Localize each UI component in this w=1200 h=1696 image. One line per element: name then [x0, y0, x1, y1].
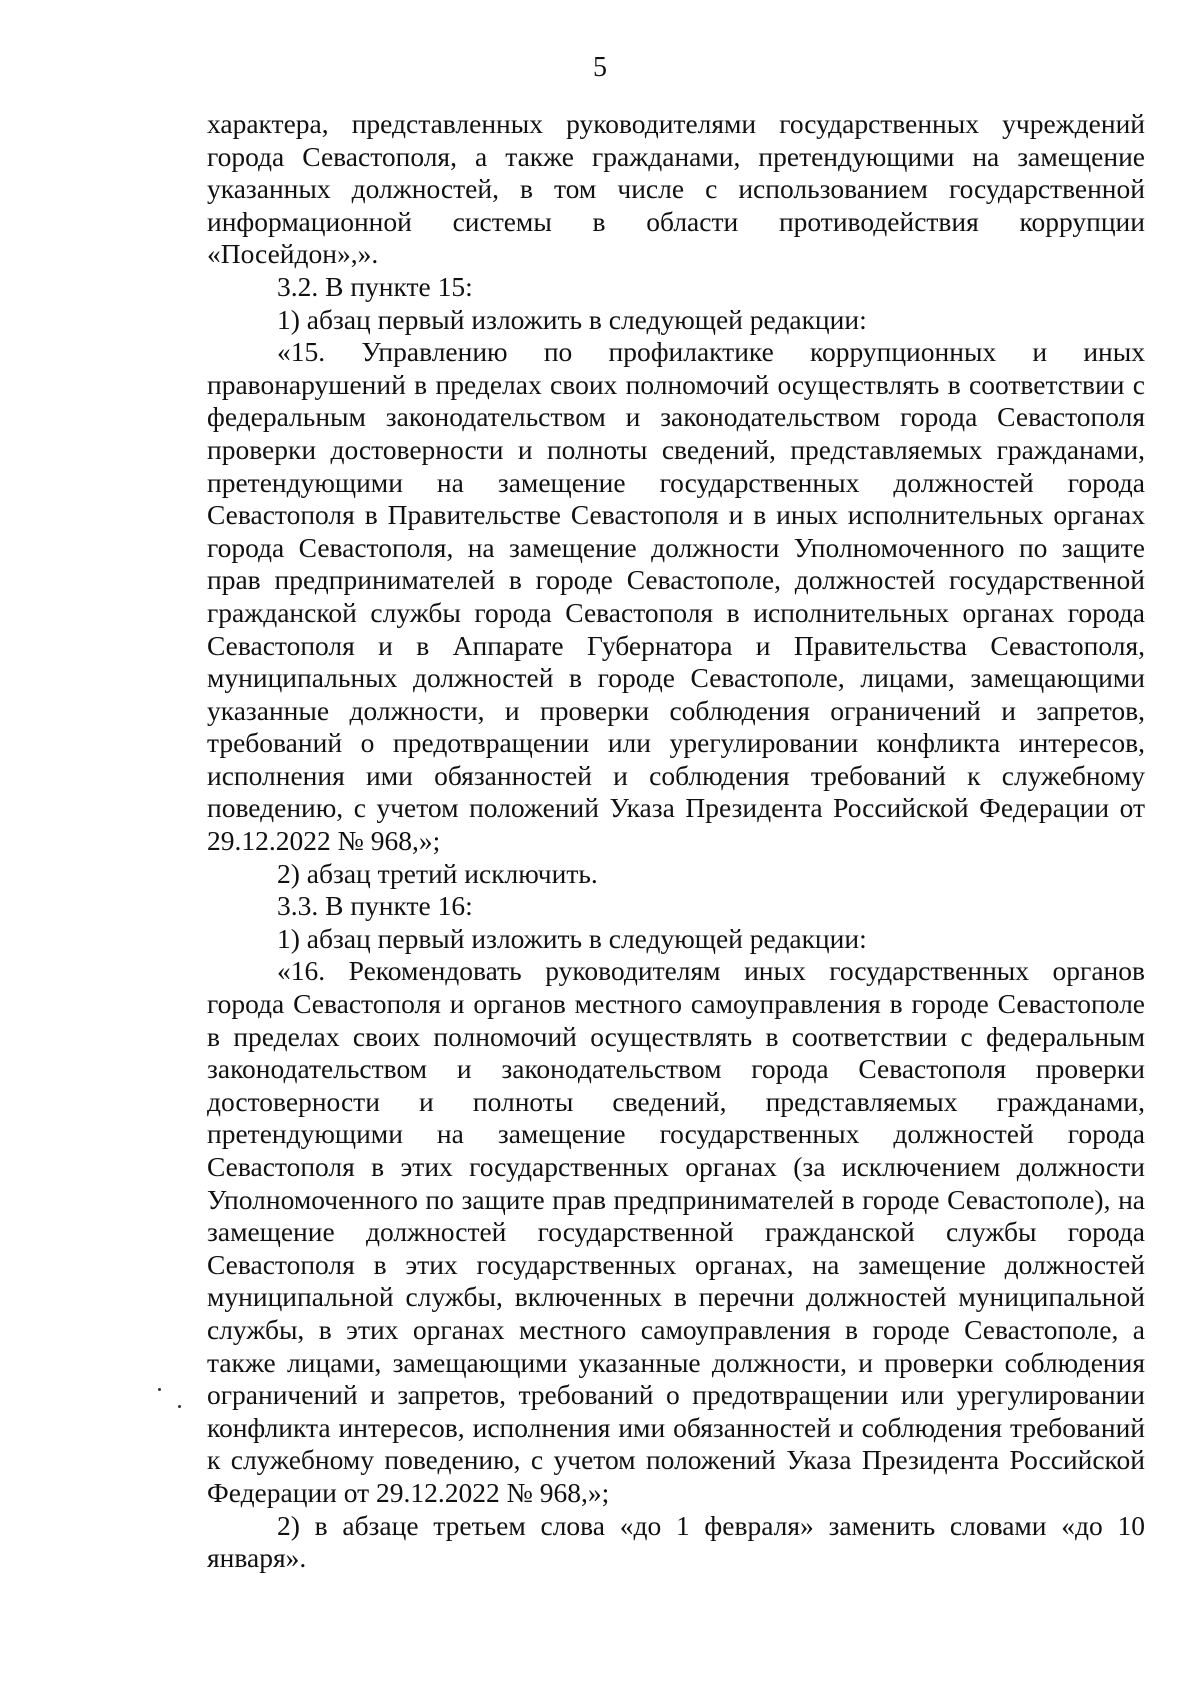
scan-speck [158, 1388, 161, 1391]
paragraph-item-3-3: 3.3. В пункте 16: [277, 890, 473, 922]
paragraph-clause-16: «16. Рекомендовать руководителям иных государственных органов города Севастополя и органов местного самоуправления в городе Севастополе в пределах своих полномочий осуществлять в соответствии с федеральным законодательством и законодательством города Севастополя проверки достоверности и полноты сведений, представляемых гражданами, претендующими на замещение государственных должностей города Севастополя в этих государственных органах (за исключением должности Уполномоченного по защите прав предпринимателей в городе Севастополе), на замещение должностей государственной гражданской службы города Севастополя в этих государственных органах, на замещение должностей муниципальной службы, включенных в перечни должностей муниципальной службы, в этих органах местного самоуправления в городе Севастополе, а также лицами, замещающими указанные должности, и проверки соблюдения ограничений и запретов, требований о предотвращении или урегулировании конфликта интересов, исполнения ими обязанностей и соблюдения требований к служебному поведению, с учетом положений Указа Президента Российской Федерации от 29.12.2022 № 968,»; [207, 955, 1145, 1508]
paragraph-item-3-2: 3.2. В пункте 15: [277, 270, 473, 302]
paragraph-item-3-2-2: 2) абзац третий исключить. [277, 857, 598, 889]
page-number: 5 [593, 52, 607, 83]
paragraph-continuation: характера, представленных руководителями государственных учреждений города Севастополя, а также гражданами, претендующими на замещение указанных должностей, в том числе с использованием государственной информационной системы в области противодействия коррупции «Посейдон»,». [207, 108, 1145, 270]
paragraph-clause-15: «15. Управлению по профилактике коррупционных и иных правонарушений в пределах своих полномочий осуществлять в соответствии с федеральным законодательством и законодательством города Севастополя проверки достоверности и полноты сведений, представляемых гражданами, претендующими на замещение государственных должностей города Севастополя в Правительстве Севастополя и в иных исполнительных органах города Севастополя, на замещение должности Уполномоченного по защите прав предпринимателей в городе Севастополе, должностей государственной гражданской службы города Севастополя в исполнительных органах города Севастополя и в Аппарате Губернатора и Правительства Севастополя, муниципальных должностей в городе Севастополе, лицами, замещающими указанные должности, и проверки соблюдения ограничений и запретов, требований о предотвращении или урегулировании конфликта интересов, исполнения ими обязанностей и соблюдения требований к служебному поведению, с учетом положений Указа Президента Российской Федерации от 29.12.2022 № 968,»; [207, 336, 1145, 857]
paragraph-item-3-3-2: 2) в абзаце третьем слова «до 1 февраля» заменить словами «до 10 января». [207, 1509, 1145, 1574]
scan-speck [178, 1405, 181, 1408]
document-body [207, 108, 1145, 1575]
paragraph-item-3-3-1: 1) абзац первый изложить в следующей редакции: [277, 922, 867, 954]
paragraph-item-3-2-1: 1) абзац первый изложить в следующей редакции: [277, 303, 867, 335]
